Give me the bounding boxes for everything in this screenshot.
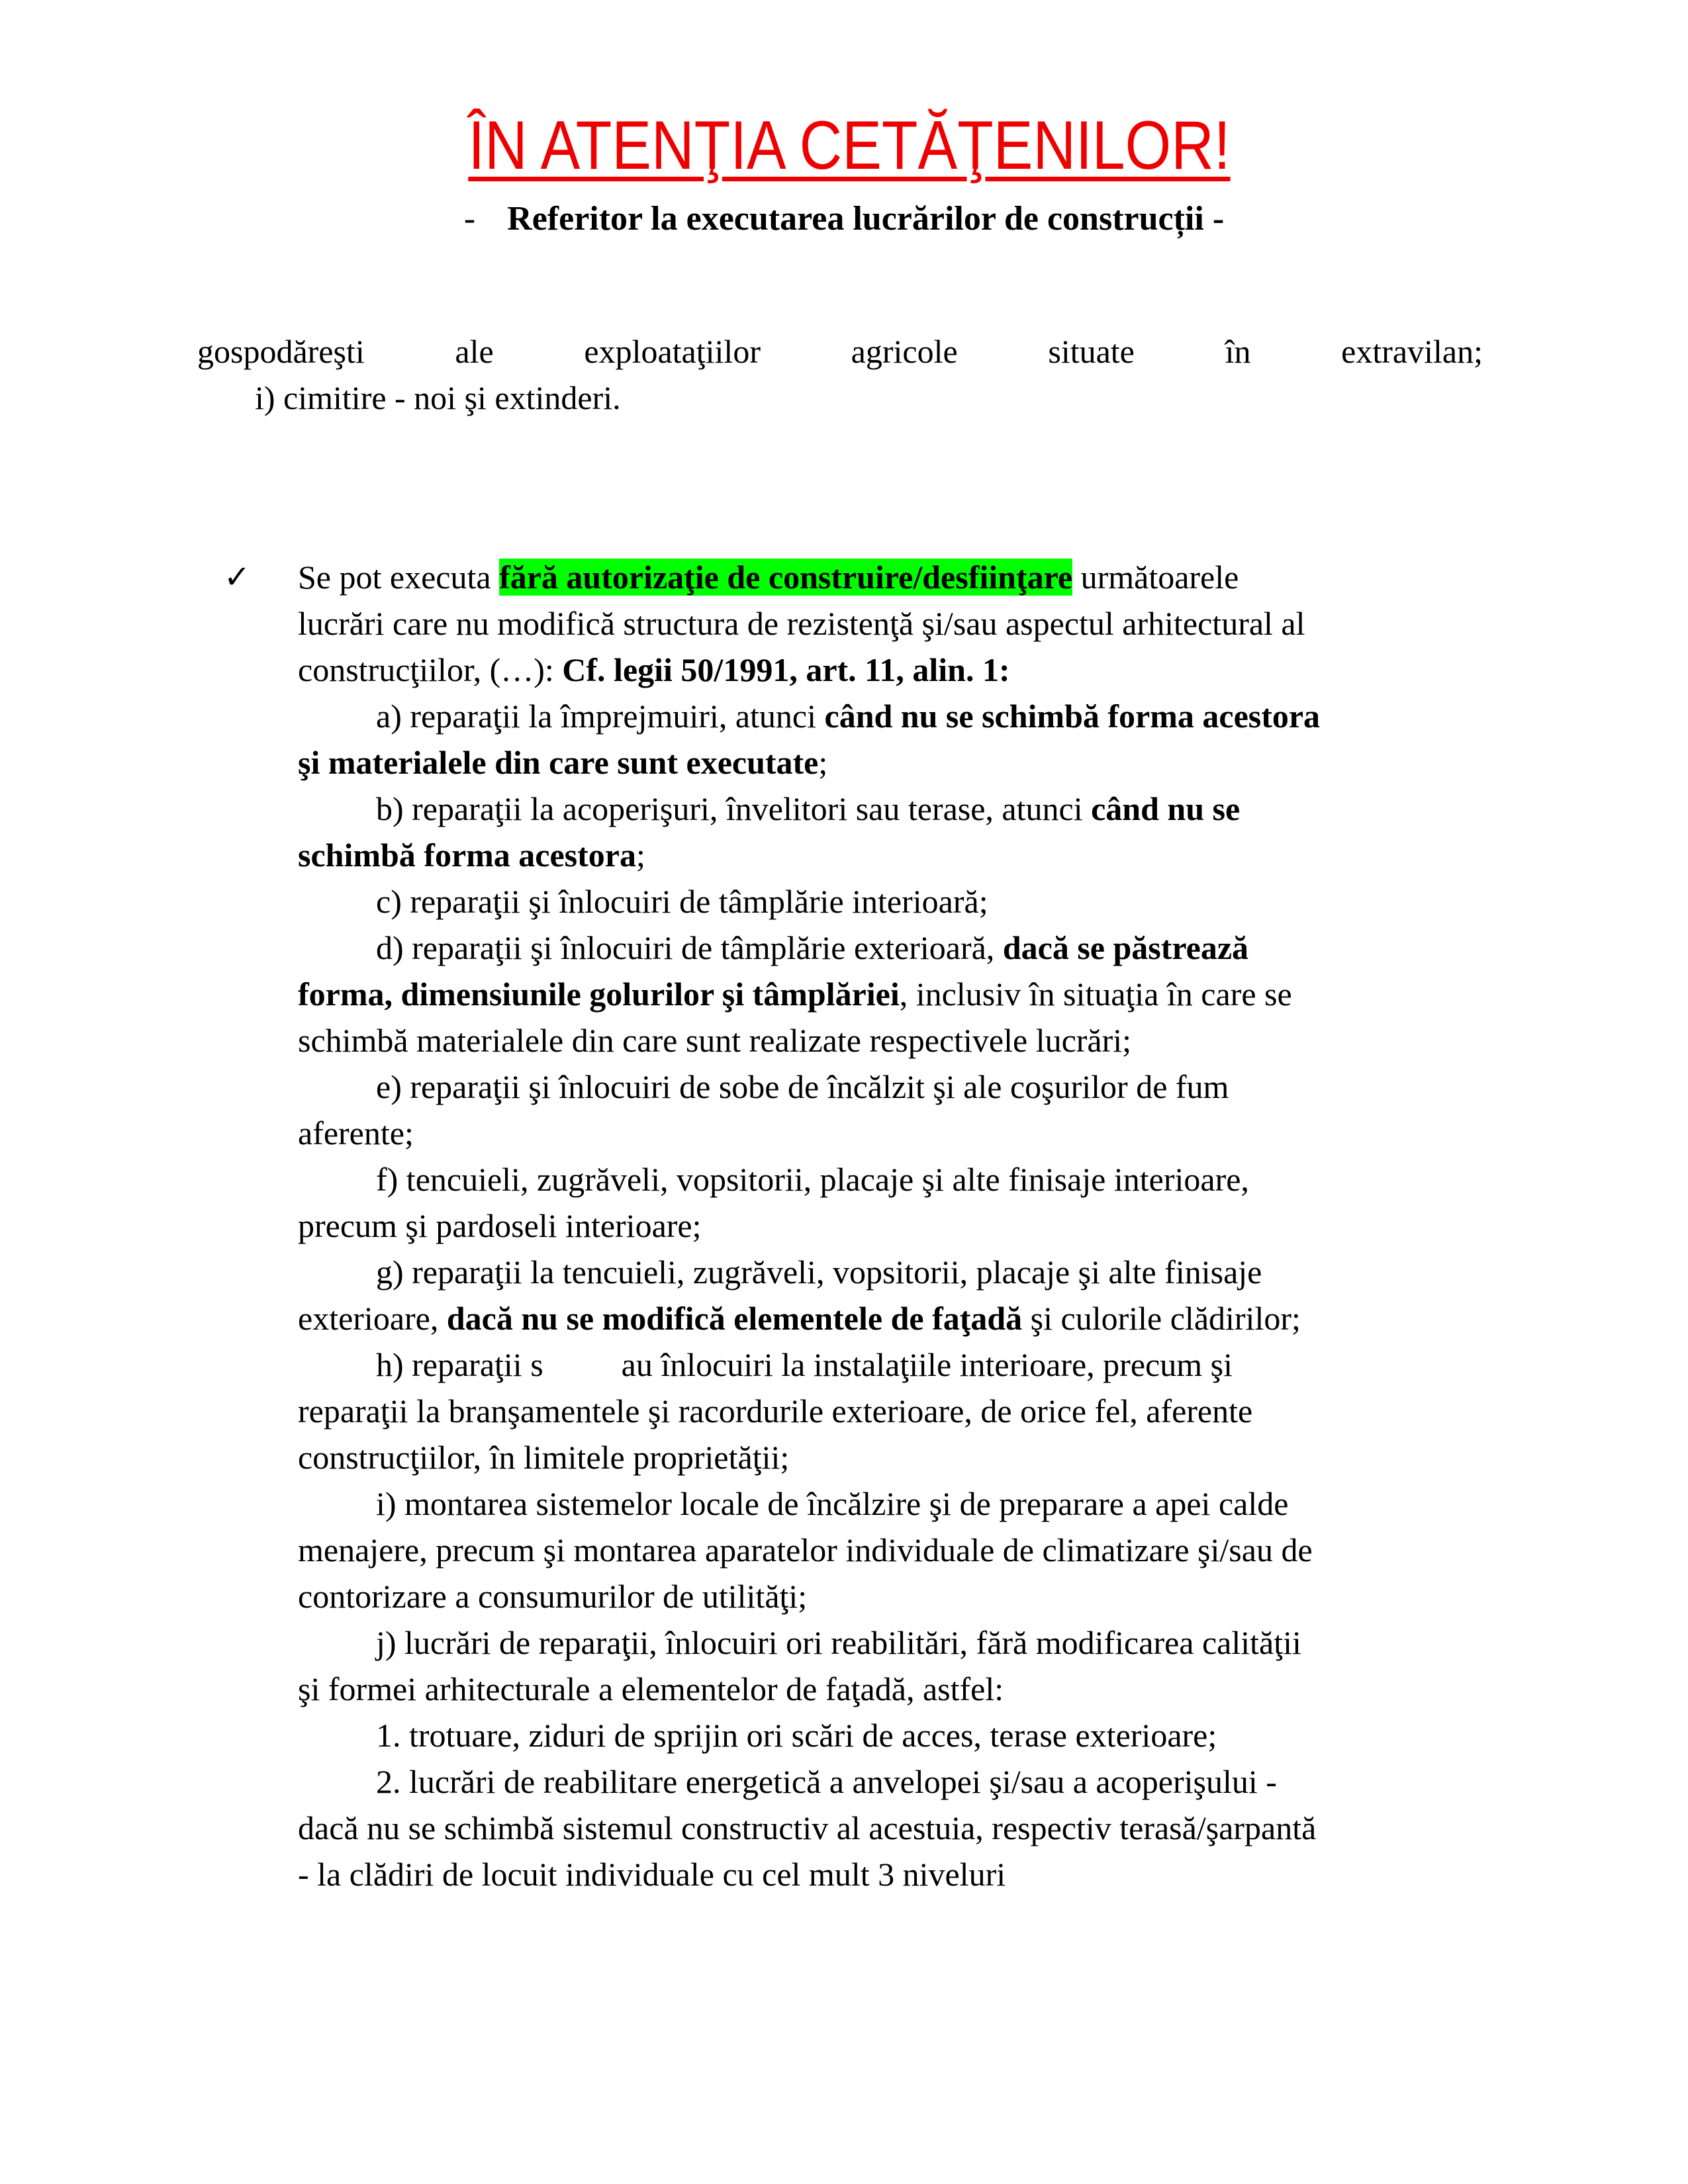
item-d-line-3: schimbă materialele din care sunt realizate respectivele lucrări; bbox=[298, 1022, 1132, 1059]
page-subtitle bbox=[0, 196, 1688, 242]
item-j2-line-1: 2. lucrări de reabilitare energetică a anvelopei şi/sau a acoperişului - bbox=[376, 1763, 1277, 1800]
item-bold-text: când nu se schimbă forma acestora bbox=[824, 698, 1321, 735]
word: ale bbox=[455, 333, 494, 370]
item-i-line-2: menajere, precum şi montarea aparatelor individuale de climatizare şi/sau de bbox=[298, 1531, 1313, 1569]
word: situate bbox=[1048, 333, 1135, 370]
intro-text: construcţiilor, (…): bbox=[298, 651, 563, 688]
page-title: ÎN ATENŢIA CETĂŢENILOR! bbox=[468, 107, 1231, 184]
item-h-line-2: reparaţii la branşamentele şi racordurile exterioare, de orice fel, aferente bbox=[298, 1392, 1253, 1430]
item-e-line-2: aferente; bbox=[298, 1115, 414, 1152]
item-bold-text: dacă se păstrează bbox=[1002, 929, 1249, 966]
item-text: a) reparaţii la împrejmuiri, atunci bbox=[376, 698, 825, 735]
item-text: ; bbox=[818, 744, 828, 781]
word: în bbox=[1225, 333, 1251, 370]
item-bold-text: dacă nu se modifică elementele de faţadă bbox=[446, 1300, 1023, 1337]
item-f-line-1: f) tencuieli, zugrăveli, vopsitorii, placaje şi alte finisaje interioare, bbox=[376, 1161, 1249, 1198]
item-f-line-2: precum şi pardoseli interioare; bbox=[298, 1207, 702, 1244]
intro-text: următoarele bbox=[1072, 559, 1239, 596]
item-e-line-1: e) reparaţii şi înlocuiri de sobe de încălzit şi ale coşurilor de fum bbox=[376, 1068, 1229, 1105]
item-j1-line-1: 1. trotuare, ziduri de sprijin ori scări de acces, terase exterioare; bbox=[376, 1717, 1217, 1754]
word: exploataţiilor bbox=[584, 333, 761, 370]
item-text: , inclusiv în situaţia în care se bbox=[899, 976, 1292, 1013]
item-a-line-1 bbox=[298, 693, 1489, 739]
item-j-line-2: şi formei arhitecturale a elementelor de faţadă, astfel: bbox=[298, 1670, 1004, 1707]
item-text: au înlocuiri la instalaţiile interioare, precum şi bbox=[621, 1346, 1233, 1383]
highlighted-text: fără autorizaţie de construire/desfiinţare bbox=[499, 559, 1073, 596]
item-g-line-1: g) reparaţii la tencuieli, zugrăveli, vopsitorii, placaje şi alte finisaje bbox=[376, 1253, 1262, 1291]
subtitle-dash: - bbox=[463, 200, 476, 238]
item-i-line-1: i) montarea sistemelor locale de încălzire şi de preparare a apei calde bbox=[376, 1485, 1289, 1522]
item-b-line-1 bbox=[298, 786, 1489, 832]
item-bold-text: şi materialele din care sunt executate bbox=[298, 744, 819, 781]
item-a-line-2 bbox=[298, 739, 1489, 786]
item-d-line-2 bbox=[298, 971, 1489, 1017]
previous-fragment-line bbox=[197, 328, 1483, 375]
law-reference: Cf. legii 50/1991, art. 11, alin. 1: bbox=[562, 651, 1010, 688]
item-h-line-1 bbox=[298, 1342, 1489, 1388]
word: extravilan; bbox=[1341, 333, 1483, 370]
word: gospodăreşti bbox=[197, 333, 365, 370]
bullet-intro-line-2: lucrări care nu modifică structura de rezistenţă şi/sau aspectul arhitectural al bbox=[298, 605, 1305, 642]
item-text: exterioare, bbox=[298, 1300, 447, 1337]
item-text: b) reparaţii la acoperişuri, învelitori sau terase, atunci bbox=[376, 790, 1092, 827]
bullet-paragraph bbox=[298, 554, 1489, 1897]
item-text: h) reparaţii s bbox=[376, 1346, 543, 1383]
item-text: ; bbox=[636, 837, 645, 874]
item-j-line-1: j) lucrări de reparaţii, înlocuiri ori reabilitări, fără modificarea calităţii bbox=[376, 1624, 1301, 1661]
item-g-line-2 bbox=[298, 1295, 1489, 1342]
checkmark-icon: ✓ bbox=[224, 559, 251, 596]
word: agricole bbox=[851, 333, 958, 370]
item-i-line-3: contorizare a consumurilor de utilităţi; bbox=[298, 1578, 808, 1615]
item-text: d) reparaţii şi înlocuiri de tâmplărie exterioară, bbox=[376, 929, 1003, 966]
item-j2-line-2: dacă nu se schimbă sistemul constructiv al acestuia, respectiv terasă/şarpantă bbox=[298, 1809, 1317, 1846]
item-h-line-3: construcţiilor, în limitele proprietăţii; bbox=[298, 1439, 790, 1476]
intro-text: Se pot executa bbox=[298, 559, 500, 596]
item-d-line-1 bbox=[298, 925, 1489, 971]
bullet-intro-line-3 bbox=[298, 647, 1489, 693]
item-bold-text: schimbă forma acestora bbox=[298, 837, 636, 874]
item-bold-text: când nu se bbox=[1091, 790, 1241, 827]
item-j2-line-3: - la clădiri de locuit individuale cu cel mult 3 niveluri bbox=[298, 1856, 1006, 1893]
item-c-line-1: c) reparaţii şi înlocuiri de tâmplărie interioară; bbox=[376, 883, 988, 920]
item-b-line-2 bbox=[298, 832, 1489, 878]
bullet-intro-line-1 bbox=[298, 554, 1489, 600]
item-text: şi culorile clădirilor; bbox=[1022, 1300, 1301, 1337]
item-bold-text: forma, dimensiunile golurilor şi tâmplăriei bbox=[298, 976, 900, 1013]
previous-fragment-item-i: i) cimitire - noi şi extinderi. bbox=[255, 379, 621, 416]
subtitle-text: Referitor la executarea lucrărilor de construcții - bbox=[507, 200, 1225, 238]
